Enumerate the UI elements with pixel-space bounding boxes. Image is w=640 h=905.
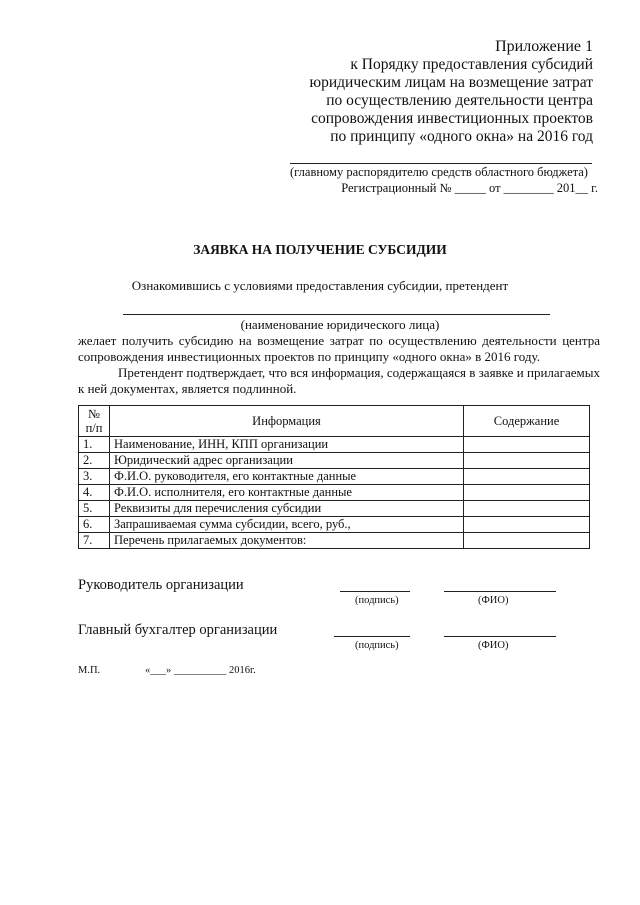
column-header-information: Информация	[110, 406, 464, 437]
row-content-cell[interactable]	[464, 533, 590, 549]
head-fio-caption: (ФИО)	[478, 595, 509, 606]
row-info: Перечень прилагаемых документов:	[110, 533, 464, 549]
row-content-cell[interactable]	[464, 517, 590, 533]
row-info: Запрашиваемая сумма субсидии, всего, руб.,	[110, 517, 464, 533]
head-signature-line[interactable]	[340, 591, 410, 592]
head-fio-line[interactable]	[444, 591, 556, 592]
row-number: 7.	[79, 533, 110, 549]
accountant-fio-caption: (ФИО)	[478, 640, 509, 651]
row-info: Реквизиты для перечисления субсидии	[110, 501, 464, 517]
column-header-number: № п/п	[79, 406, 110, 437]
row-info: Ф.И.О. руководителя, его контактные данные	[110, 469, 464, 485]
row-number: 3.	[79, 469, 110, 485]
head-signature-caption: (подпись)	[355, 595, 399, 606]
accountant-signature-label: Главный бухгалтер организации	[78, 622, 278, 638]
annex-header	[310, 38, 593, 146]
registration-line: Регистрационный № _____ от ________ 201__ г.	[341, 181, 598, 195]
recipient-blank-line[interactable]	[290, 163, 592, 164]
table-row	[79, 533, 590, 549]
annex-line: сопровождения инвестиционных проектов	[311, 110, 593, 127]
row-info: Ф.И.О. исполнителя, его контактные данные	[110, 485, 464, 501]
row-number: 4.	[79, 485, 110, 501]
row-info: Наименование, ИНН, КПП организации	[110, 437, 464, 453]
table-row	[79, 517, 590, 533]
annex-line: к Порядку предоставления субсидий	[350, 56, 593, 73]
accountant-signature-line[interactable]	[334, 636, 410, 637]
row-content-cell[interactable]	[464, 485, 590, 501]
date-field[interactable]: «___» __________ 2016г.	[145, 665, 256, 676]
accountant-signature-caption: (подпись)	[355, 640, 399, 651]
row-info: Юридический адрес организации	[110, 453, 464, 469]
paragraph-purpose: желает получить субсидию на возмещение затрат по осуществлению деятельности центра сопровождения инвестиционных проектов по принципу «одного окна» в 2016 году.	[78, 333, 600, 364]
document-title: ЗАЯВКА НА ПОЛУЧЕНИЕ СУБСИДИИ	[193, 242, 447, 257]
recipient-caption: (главному распорядителю средств областного бюджета)	[290, 165, 588, 179]
column-header-content: Содержание	[464, 406, 590, 437]
table-row	[79, 453, 590, 469]
row-content-cell[interactable]	[464, 501, 590, 517]
row-content-cell[interactable]	[464, 469, 590, 485]
information-table	[78, 405, 590, 549]
annex-line: по осуществлению деятельности центра	[326, 92, 593, 109]
row-number: 1.	[79, 437, 110, 453]
table-row	[79, 469, 590, 485]
row-content-cell[interactable]	[464, 453, 590, 469]
annex-line: по принципу «одного окна» на 2016 год	[330, 128, 593, 145]
annex-title: Приложение 1	[495, 38, 593, 55]
body-text	[78, 333, 600, 397]
table-row	[79, 501, 590, 517]
head-signature-label: Руководитель организации	[78, 577, 244, 593]
annex-line: юридическим лицам на возмещение затрат	[309, 74, 593, 91]
table-header-row	[79, 406, 590, 437]
paragraph-confirmation: Претендент подтверждает, что вся информация, содержащаяся в заявке и прилагаемых к ней документах, является подлинной.	[78, 365, 600, 396]
intro-text: Ознакомившись с условиями предоставления субсидии, претендент	[131, 278, 509, 293]
table-row	[79, 437, 590, 453]
applicant-name-caption: (наименование юридического лица)	[240, 317, 440, 332]
row-number: 6.	[79, 517, 110, 533]
table-row	[79, 485, 590, 501]
row-number: 5.	[79, 501, 110, 517]
accountant-fio-line[interactable]	[444, 636, 556, 637]
applicant-name-line[interactable]	[123, 314, 550, 315]
stamp-mark: М.П.	[78, 665, 101, 676]
row-number: 2.	[79, 453, 110, 469]
row-content-cell[interactable]	[464, 437, 590, 453]
